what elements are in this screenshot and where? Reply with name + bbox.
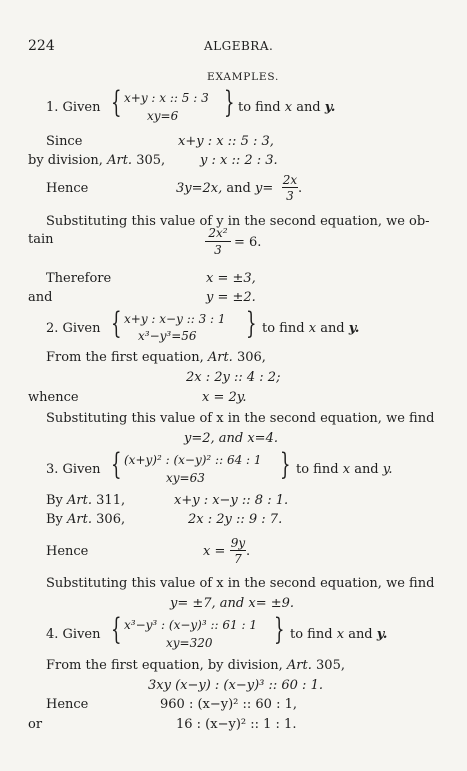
hence-period: . <box>298 181 303 196</box>
example-1-eq1: x+y : x :: 5 : 3 <box>124 91 209 105</box>
by-art-306-equation: 2x : 2y :: 9 : 7. <box>188 512 283 527</box>
example-2-suffix: to find x and y. <box>262 321 360 336</box>
left-brace: { <box>111 612 122 647</box>
proportion-equation-2: 2x : 2y :: 4 : 2; <box>186 370 281 385</box>
running-header: ALGEBRA. <box>204 39 274 53</box>
and-label: and <box>28 290 53 305</box>
substitution-text-1b: tain <box>28 232 54 247</box>
left-brace: { <box>111 85 122 120</box>
example-1-prefix: 1. Given <box>46 100 101 115</box>
whence-label: whence <box>28 390 79 405</box>
substitution-result-2: y=2, and x=4. <box>184 431 278 446</box>
hence-label-3: Hence <box>46 544 89 559</box>
example-4-eq2: xy=320 <box>166 636 213 650</box>
hence-3-period: . <box>246 544 251 559</box>
hence-3-fraction-bar <box>230 550 246 551</box>
from-first-line-4: From the first equation, by division, Art. 305, <box>46 658 345 673</box>
example-3-eq2: xy=63 <box>166 471 205 485</box>
example-3-suffix: to find x and y. <box>296 462 393 477</box>
hence-fraction-bar <box>282 187 298 188</box>
hence-label-4: Hence <box>46 697 89 712</box>
example-4-eq1: x³−y³ : (x−y)³ :: 61 : 1 <box>124 618 257 632</box>
by-art-311-line: By Art. 311, <box>46 493 126 508</box>
right-brace: } <box>280 447 291 482</box>
example-4-prefix: 4. Given <box>46 627 101 642</box>
right-brace: } <box>274 612 285 647</box>
from-first-line: From the first equation, Art. 306, <box>46 350 266 365</box>
substitution-result-3: y= ±7, and x= ±9. <box>170 596 295 611</box>
example-4-suffix: to find x and y. <box>290 627 388 642</box>
example-3-prefix: 3. Given <box>46 462 101 477</box>
page-number: 224 <box>28 38 55 54</box>
hence-3-fraction-numerator: 9y <box>230 536 246 550</box>
since-label: Since <box>46 134 83 149</box>
by-art-306-line: By Art. 306, <box>46 512 126 527</box>
therefore-label: Therefore <box>46 271 112 286</box>
example-2-eq1: x+y : x−y :: 3 : 1 <box>124 312 226 326</box>
since-equation: x+y : x :: 5 : 3, <box>178 134 274 149</box>
or-label: or <box>28 717 43 732</box>
section-title: EXAMPLES. <box>207 71 280 83</box>
by-art-311-equation: x+y : x−y :: 8 : 1. <box>174 493 289 508</box>
obtain-equals: = 6. <box>234 235 262 250</box>
hence-fraction-denominator: 3 <box>286 189 294 203</box>
or-equation: 16 : (x−y)² :: 1 : 1. <box>176 717 297 732</box>
hence-fraction-numerator: 2x <box>282 173 298 187</box>
substitution-text-1a: Substituting this value of y in the second equation, we ob- <box>46 214 430 229</box>
hence-equation-3: x = <box>203 544 226 559</box>
obtain-fraction-numerator: 2x² <box>208 226 228 240</box>
substitution-text-3: Substituting this value of x in the second equation, we find <box>46 576 435 591</box>
obtain-fraction-bar <box>205 241 231 242</box>
whence-equation: x = 2y. <box>202 390 247 405</box>
example-1-eq2: xy=6 <box>147 109 179 123</box>
proportion-equation-4: 3xy (x−y) : (x−y)³ :: 60 : 1. <box>148 678 323 693</box>
example-1-suffix: to find x and y. <box>238 100 336 115</box>
example-2-eq2: x³−y³=56 <box>138 329 197 343</box>
example-3-eq1: (x+y)² : (x−y)² :: 64 : 1 <box>124 453 262 467</box>
left-brace: { <box>111 306 122 341</box>
and-equation: y = ±2. <box>206 290 256 305</box>
substitution-text-2: Substituting this value of x in the second equation, we find <box>46 411 435 426</box>
hence-equation: 3y=2x, and y= <box>176 181 274 196</box>
by-division-equation: y : x :: 2 : 3. <box>200 153 278 168</box>
hence-label: Hence <box>46 181 89 196</box>
hence-3-fraction-denominator: 7 <box>234 552 242 566</box>
left-brace: { <box>111 447 122 482</box>
obtain-fraction-denominator: 3 <box>214 243 222 257</box>
example-2-prefix: 2. Given <box>46 321 101 336</box>
by-division-line: by division, Art. 305, <box>28 153 166 168</box>
therefore-equation: x = ±3, <box>206 271 256 286</box>
right-brace: } <box>246 306 257 341</box>
right-brace: } <box>224 85 235 120</box>
hence-equation-4: 960 : (x−y)² :: 60 : 1, <box>160 697 297 712</box>
